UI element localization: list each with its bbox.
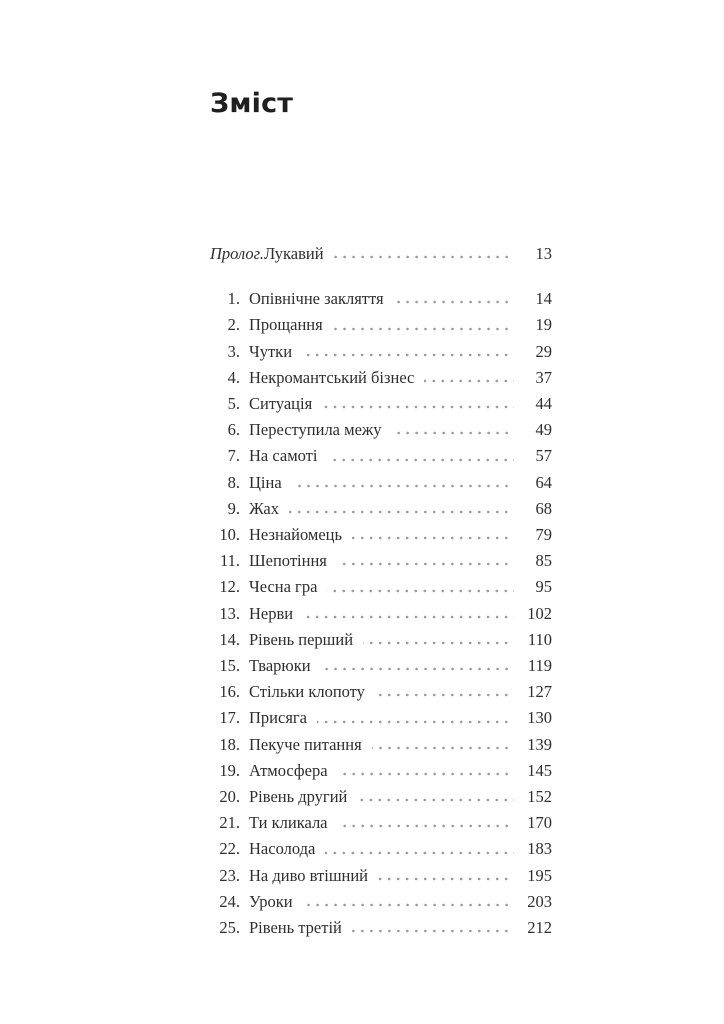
dot-leader (317, 705, 514, 731)
toc-entry (210, 496, 552, 522)
toc-entry (210, 417, 552, 443)
toc-entry (210, 391, 552, 417)
toc-entry (210, 574, 552, 600)
chapter-title: Чесна гра (249, 577, 318, 597)
toc-entry (210, 705, 552, 731)
chapter-number: 24. (219, 891, 240, 911)
chapter-number: 14. (219, 629, 240, 649)
page-number: 130 (527, 708, 552, 728)
toc-entry (210, 601, 552, 627)
page-number: 119 (527, 656, 552, 676)
toc-entry (210, 758, 552, 784)
chapter-number: 9. (227, 498, 240, 518)
toc-entry (210, 810, 552, 836)
chapter-title: На диво втішний (249, 865, 369, 885)
page-number: 29 (535, 341, 552, 361)
page-number: 13 (535, 244, 552, 263)
toc-entry (210, 653, 552, 679)
chapter-number: 20. (219, 787, 240, 807)
dot-leader (303, 601, 514, 627)
chapter-title: Шепотіння (249, 551, 327, 571)
dot-leader (372, 732, 514, 758)
dot-leader (424, 365, 514, 391)
dot-leader (394, 286, 514, 312)
dot-leader (321, 653, 514, 679)
page-number: 64 (535, 472, 552, 492)
chapter-title: Незнайомець (249, 525, 342, 545)
chapter-title: Атмосфера (249, 760, 328, 780)
chapter-title: Уроки (249, 891, 293, 911)
chapter-number: 13. (219, 603, 240, 623)
table-of-contents (210, 88, 552, 941)
chapter-title: Стільки клопоту (249, 682, 365, 702)
chapter-title: Ціна (249, 472, 282, 492)
chapter-number: 2. (227, 315, 240, 335)
page-number: 85 (535, 551, 552, 571)
dot-leader (325, 836, 514, 862)
chapter-number: 5. (227, 394, 240, 414)
page-number: 127 (527, 682, 552, 702)
page-number: 49 (535, 420, 552, 440)
chapter-title-italic: Пролог. (210, 244, 264, 263)
toc-entry (210, 241, 552, 267)
dot-leader (352, 522, 514, 548)
chapter-title: Тварюки (249, 656, 311, 676)
toc-entry (210, 915, 552, 941)
dot-leader (338, 758, 514, 784)
page-number: 19 (535, 315, 552, 335)
toc-entry (210, 339, 552, 365)
page-number: 57 (535, 446, 552, 466)
chapter-number: 12. (219, 577, 240, 597)
toc-entry (210, 286, 552, 312)
chapter-number: 8. (227, 472, 240, 492)
chapter-number: 17. (219, 708, 240, 728)
page-number: 212 (527, 918, 552, 938)
toc-entry (210, 522, 552, 548)
page-number: 37 (535, 367, 552, 387)
dot-leader (378, 863, 514, 889)
toc-entry (210, 732, 552, 758)
chapter-title: Переступила межу (249, 420, 382, 440)
dot-leader (322, 391, 514, 417)
toc-entry (210, 470, 552, 496)
chapter-number: 23. (219, 865, 240, 885)
chapter-title: Пекуче питання (249, 734, 362, 754)
chapter-number: 11. (219, 551, 240, 571)
page-number: 145 (527, 760, 552, 780)
page-number: 68 (535, 498, 552, 518)
dot-leader (352, 915, 514, 941)
chapter-title: Нерви (249, 603, 294, 623)
chapter-number: 21. (219, 813, 240, 833)
dot-leader (337, 548, 514, 574)
page-number: 195 (527, 865, 552, 885)
page-number: 110 (527, 629, 552, 649)
toc-entry (210, 863, 552, 889)
dot-leader (333, 312, 514, 338)
page-number: 102 (527, 603, 552, 623)
toc-entry (210, 679, 552, 705)
chapter-title: На самоті (249, 446, 318, 466)
toc-entry (210, 836, 552, 862)
chapter-title: Прощання (249, 315, 323, 335)
dot-leader (357, 784, 514, 810)
chapter-number: 1. (227, 289, 240, 309)
chapter-title: Рівень третій (249, 918, 342, 938)
chapter-title: Ти кликала (249, 813, 328, 833)
dot-leader (338, 810, 515, 836)
chapter-title: Жах (249, 498, 279, 518)
chapter-title: Чутки (249, 341, 293, 361)
chapter-number: 3. (227, 341, 240, 361)
page-number: 44 (535, 394, 552, 414)
chapter-number: 25. (219, 918, 240, 938)
dot-leader (375, 679, 514, 705)
toc-entry (210, 889, 552, 915)
chapter-number: 6. (227, 420, 240, 440)
chapter-title: Некромантський бізнес (249, 367, 415, 387)
toc-entry (210, 312, 552, 338)
toc-rows (210, 241, 552, 941)
chapter-number: 18. (219, 734, 240, 754)
page-number: 152 (527, 787, 552, 807)
chapter-title: Насолода (249, 839, 316, 859)
page-number: 14 (535, 289, 552, 309)
dot-leader (334, 241, 514, 267)
page-number: 183 (527, 839, 552, 859)
dot-leader (327, 443, 514, 469)
chapter-title: Присяга (249, 708, 307, 728)
dot-leader (327, 574, 514, 600)
chapter-title: Лукавий (264, 244, 324, 263)
page-number: 170 (527, 813, 552, 833)
toc-entry (210, 548, 552, 574)
dot-leader (363, 627, 514, 653)
toc-entry (210, 365, 552, 391)
chapter-title: Ситуація (249, 394, 313, 414)
page-number: 79 (535, 525, 552, 545)
chapter-number: 4. (227, 367, 240, 387)
chapter-number: 10. (219, 525, 240, 545)
chapter-number: 7. (227, 446, 240, 466)
page-number: 203 (527, 891, 552, 911)
page-number: 95 (535, 577, 552, 597)
page-title: Зміст (210, 88, 294, 119)
chapter-number: 19. (219, 760, 240, 780)
dot-leader (292, 470, 514, 496)
chapter-title: Рівень другий (249, 787, 348, 807)
page-number: 139 (527, 734, 552, 754)
dot-leader (289, 496, 514, 522)
chapter-title: Рівень перший (249, 629, 354, 649)
chapter-number: 15. (219, 656, 240, 676)
dot-leader (302, 339, 514, 365)
dot-leader (303, 889, 514, 915)
toc-entry (210, 627, 552, 653)
toc-entry (210, 443, 552, 469)
toc-entry (210, 784, 552, 810)
dot-leader (392, 417, 514, 443)
chapter-number: 16. (219, 682, 240, 702)
chapter-number: 22. (219, 839, 240, 859)
chapter-title: Опівнічне закляття (249, 289, 384, 309)
